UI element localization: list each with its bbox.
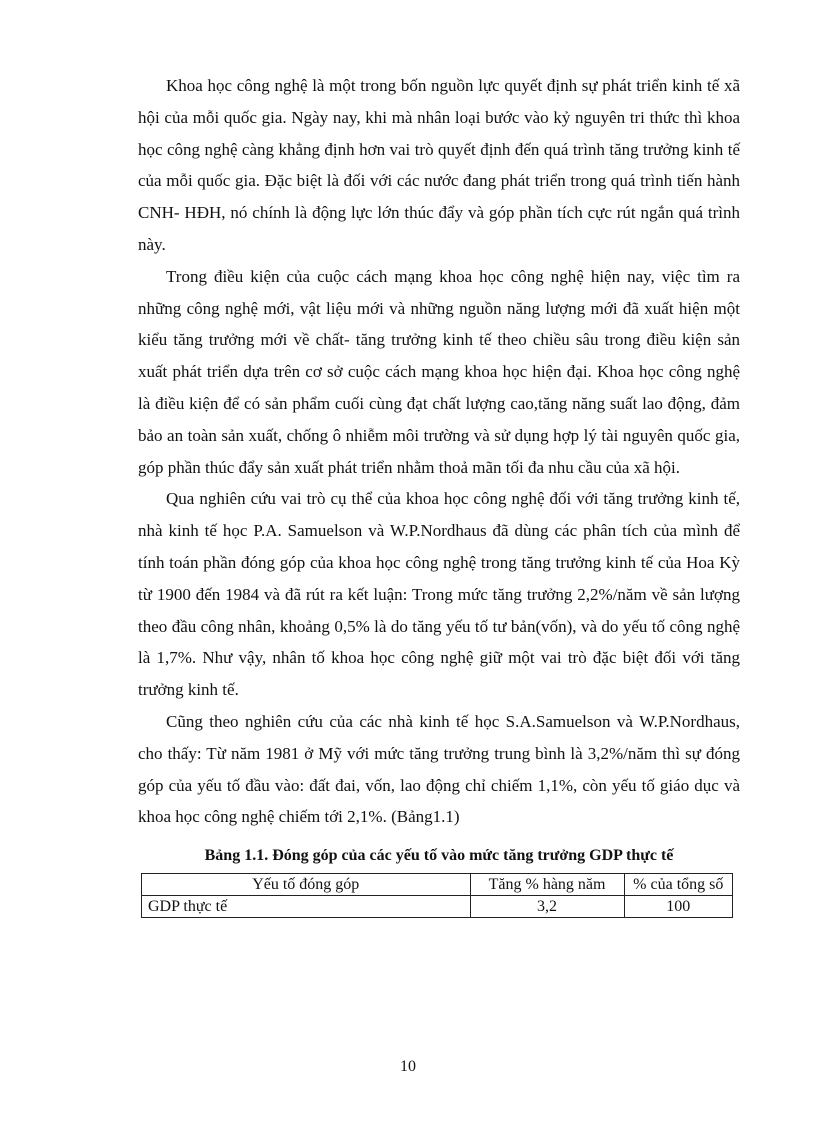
gdp-contribution-table [141,873,733,918]
cell-factor: GDP thực tế [142,896,471,918]
table-header-row [142,874,733,896]
paragraph-4: Cũng theo nghiên cứu của các nhà kinh tế học S.A.Samuelson và W.P.Nordhaus, cho thấy: Từ năm 1981 ở Mỹ với mức tăng trưởng trung bình là 3,2%/năm thì sự đóng góp của yếu tố đầu vào: đất đai, vốn, lao động chỉ chiếm 1,1%, còn yếu tố giáo dục và khoa học công nghệ chiếm tới 2,1%. (Bảng1.1) [138,711,740,827]
cell-percent-total: 100 [624,896,732,918]
header-percent-total: % của tổng số [624,874,732,896]
table-row [142,896,733,918]
cell-annual-growth: 3,2 [470,896,624,918]
document-page [138,70,740,918]
paragraph-1: Khoa học công nghệ là một trong bốn nguồn lực quyết định sự phát triển kinh tế xã hội của mỗi quốc gia. Ngày nay, khi mà nhân loại bước vào kỷ nguyên tri thức thì khoa học công nghệ càng khẳng định hơn vai trò quyết định đến quá trình tăng trưởng kinh tế của mỗi quốc gia. Đặc biệt là đối với các nước đang phát triển trong quá trình tiến hành CNH- HĐH, nó chính là động lực lớn thúc đẩy và góp phần tích cực rút ngắn quá trình này. [138,76,740,254]
paragraph-3: Qua nghiên cứu vai trò cụ thể của khoa học công nghệ đối với tăng trưởng kinh tế, nhà kinh tế học P.A. Samuelson và W.P.Nordhaus đã dùng các phân tích của mình để tính toán phần đóng góp của khoa học công nghệ trong tăng trưởng kinh tế của Hoa Kỳ từ 1900 đến 1984 và đã rút ra kết luận: Trong mức tăng trưởng 2,2%/năm về sản lượng theo đầu công nhân, khoảng 0,5% là do tăng yếu tố tư bản(vốn), và do yếu tố công nghệ là 1,7%. Như vậy, nhân tố khoa học công nghệ giữ một vai trò đặc biệt đối với tăng trưởng kinh tế. [138,489,740,700]
page-number: 10 [400,1058,416,1075]
header-factor: Yếu tố đóng góp [142,874,471,896]
paragraph-2: Trong điều kiện của cuộc cách mạng khoa học công nghệ hiện nay, việc tìm ra những công nghệ mới, vật liệu mới và những nguồn năng lượng mới đã xuất hiện một kiểu tăng trưởng mới về chất- tăng trưởng kinh tế theo chiều sâu trong điều kiện sản xuất phát triển dựa trên cơ sở cuộc cách mạng khoa học hiện đại. Khoa học công nghệ là điều kiện để có sản phẩm cuối cùng đạt chất lượng cao,tăng năng suất lao động, đảm bảo an toàn sản xuất, chống ô nhiễm môi trường và sử dụng hợp lý tài nguyên quốc gia, góp phần thúc đẩy sản xuất phát triển nhằm thoả mãn tối đa nhu cầu của xã hội. [138,266,740,477]
table-caption: Bảng 1.1. Đóng góp của các yếu tố vào mức tăng trưởng GDP thực tế [204,847,674,865]
header-annual-growth: Tăng % hàng năm [470,874,624,896]
